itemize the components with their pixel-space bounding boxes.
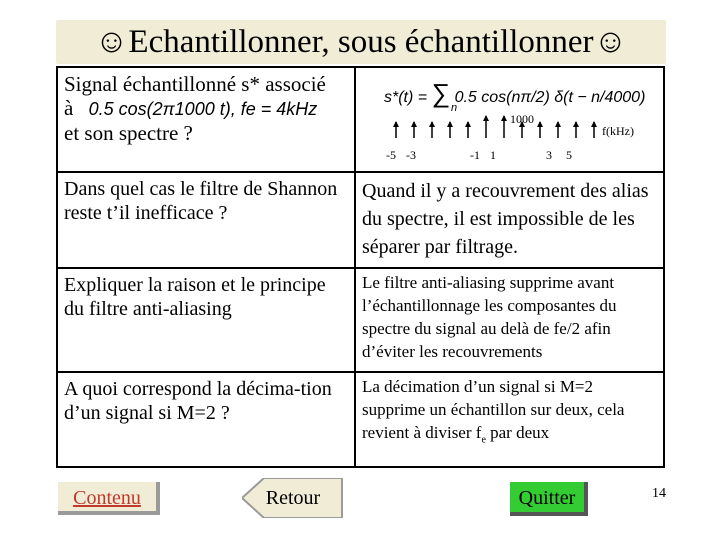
question-text: et son spectre ? (64, 121, 193, 145)
smiley-icon: ☺ (593, 24, 628, 60)
freq-label: 1000 (510, 112, 534, 126)
question-text: Signal échantillonné s* associé (64, 72, 326, 96)
sum-sign: ∑ (431, 78, 451, 108)
question-cell (57, 268, 355, 372)
smiley-icon: ☺ (94, 24, 129, 60)
question-text: A quoi correspond la décima-tion d’un signal si M=2 ? (64, 378, 332, 424)
table-row (57, 172, 664, 268)
slide-title (56, 22, 666, 62)
answer-text: Le filtre anti-aliasing supprime avant l’échantillonnage les composantes du spectre du signal au delà de fe/2 afin d’éviter les recouvrements (362, 273, 617, 361)
axis-unit: f(kHz) (602, 124, 634, 138)
tick-label: -3 (406, 148, 416, 162)
tick-label: 1 (490, 148, 496, 162)
sum-index: n (451, 102, 458, 114)
answer-cell (355, 268, 664, 372)
spectrum-arrowhead (537, 121, 543, 127)
spectrum-lines (393, 115, 597, 138)
tick-label: -1 (470, 148, 480, 162)
spectrum-arrowhead (429, 121, 435, 127)
spectrum-arrowhead (555, 121, 561, 127)
table-row (57, 67, 664, 172)
spectrum-arrowhead (483, 115, 489, 121)
answer-cell (355, 67, 664, 172)
page-number: 14 (652, 486, 666, 501)
spectrum-arrowhead (573, 121, 579, 127)
answer-cell (355, 372, 664, 467)
answer-text: La décimation d’un signal si M=2 supprime un échantillon sur deux, cela revient à diviser $f_e$ par deux (362, 377, 625, 446)
quitter-button[interactable]: Quitter (510, 482, 588, 516)
answer-cell (355, 172, 664, 268)
title-text: Echantillonner, sous échantillonner (128, 24, 594, 60)
formula-lhs: s*(t) = (384, 89, 428, 106)
formula-rhs: 0.5 cos(nπ/2) δ(t − n/4000) (454, 89, 646, 106)
retour-button[interactable] (242, 478, 344, 518)
spectrum-arrowhead (447, 121, 453, 127)
spectrum-arrowhead (591, 121, 597, 127)
retour-label: Retour (265, 487, 321, 509)
table-row (57, 268, 664, 372)
title-bar (56, 20, 666, 64)
question-text: à (64, 96, 74, 120)
spectrum-plot (356, 68, 656, 168)
question-text: Expliquer la raison et le principe du filtre anti-aliasing (64, 274, 326, 320)
question-cell (57, 172, 355, 268)
spectrum-arrowhead (501, 115, 507, 121)
question-cell (57, 67, 355, 172)
contenu-button[interactable]: Contenu (58, 482, 160, 515)
signal-formula: 0.5 cos(2π1000 t), fe = 4kHz (88, 99, 318, 119)
table-row (57, 372, 664, 467)
answer-text: Quand il y a recouvrement des alias du spectre, il est impossible de les séparer par filtrage. (362, 180, 649, 258)
qa-table (56, 66, 665, 468)
spectrum-arrowhead (393, 121, 399, 127)
tick-label: 3 (546, 148, 552, 162)
tick-label: 5 (566, 148, 572, 162)
question-cell (57, 372, 355, 467)
spectrum-arrowhead (465, 121, 471, 127)
spectrum-arrowhead (411, 121, 417, 127)
tick-label: -5 (386, 148, 396, 162)
question-text: Dans quel cas le filtre de Shannon reste t’il inefficace ? (64, 178, 338, 224)
